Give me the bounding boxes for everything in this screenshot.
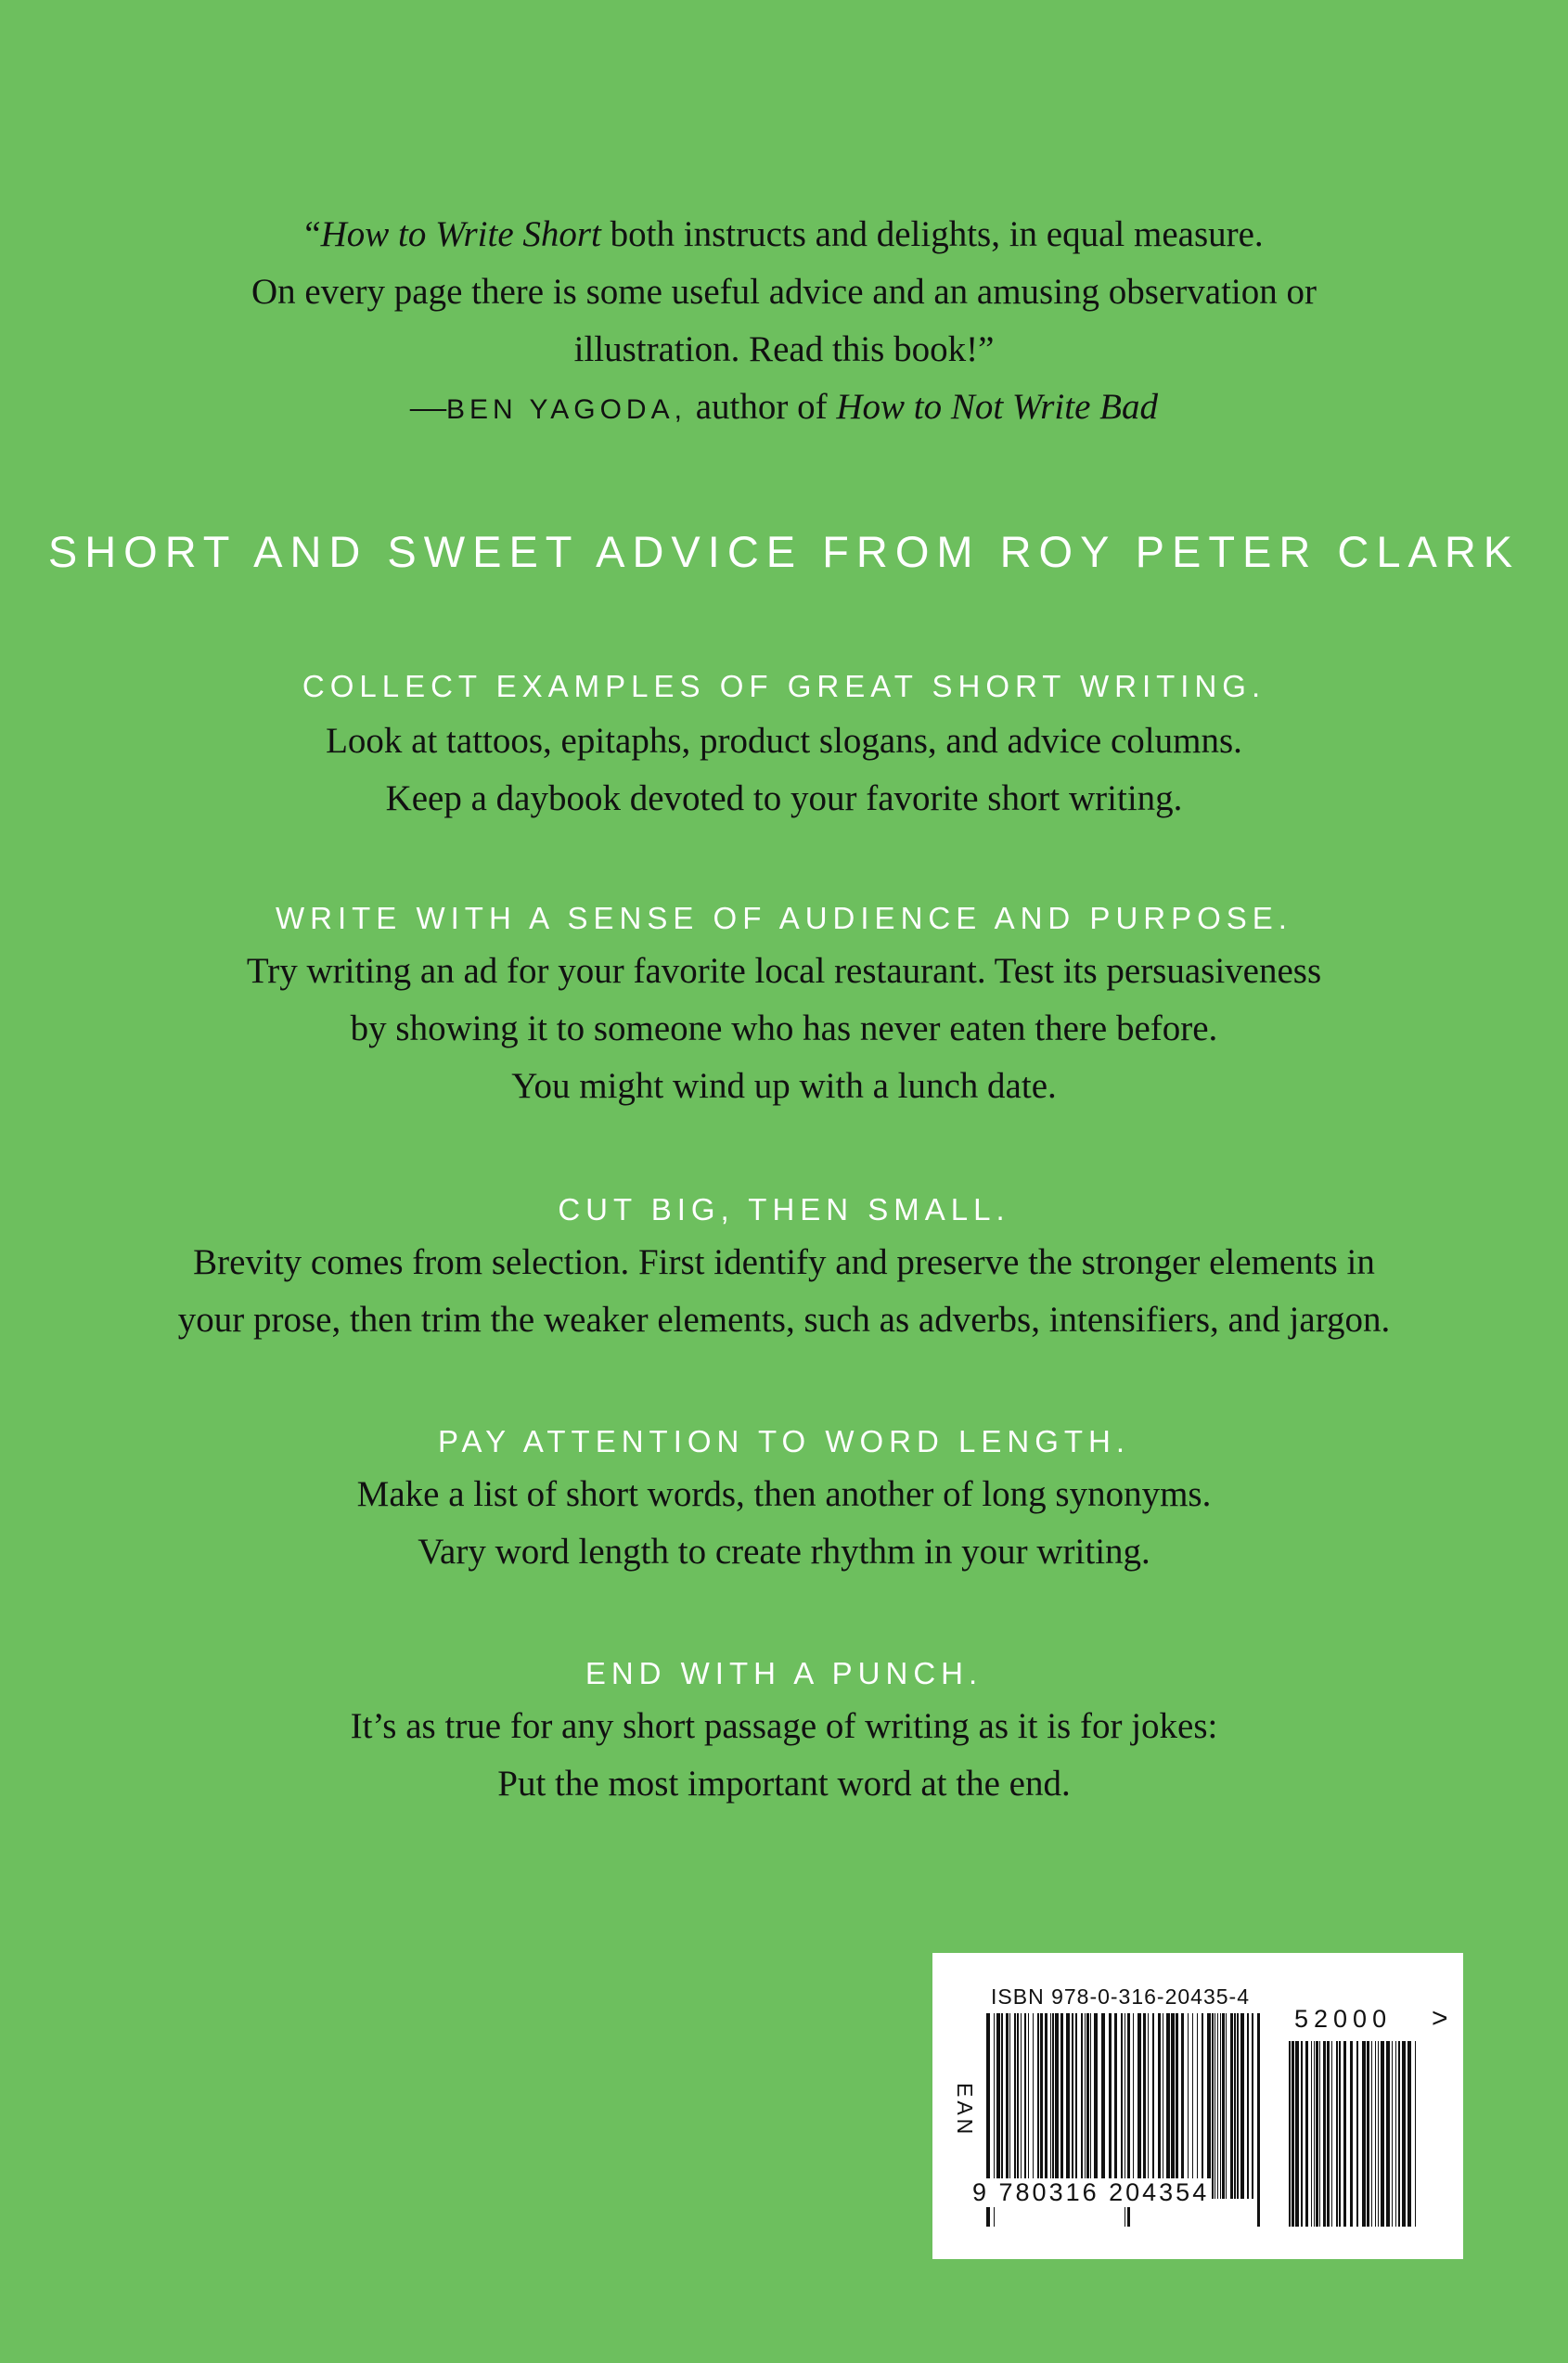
barcode-bar	[1316, 2041, 1318, 2227]
barcode-bar	[1181, 2013, 1184, 2199]
quote-book-title: How to Write Short	[320, 214, 601, 254]
tip-body	[0, 713, 1568, 828]
tip-heading: END WITH A PUNCH.	[585, 1656, 983, 1690]
barcode-bar	[1222, 2013, 1225, 2199]
tip-body	[0, 1698, 1568, 1813]
barcode-bar	[1207, 2013, 1211, 2199]
quote-open-mark: “	[304, 214, 321, 254]
barcode-bar	[1086, 2013, 1089, 2199]
quote-line-2: On every page there is some useful advice and an amusing observation or	[251, 272, 1317, 312]
barcode-bar	[1407, 2041, 1411, 2227]
barcode-bar	[1314, 2041, 1315, 2227]
barcode-bar	[1343, 2041, 1346, 2227]
barcode-bar	[1133, 2013, 1134, 2199]
tip-line: Put the most important word at the end.	[497, 1764, 1071, 1804]
barcode-bar	[1386, 2041, 1390, 2227]
barcode-bar	[1090, 2013, 1091, 2199]
barcode-bar	[1176, 2013, 1178, 2199]
barcode-bar	[1028, 2013, 1029, 2199]
barcode-bar	[1081, 2013, 1083, 2199]
barcode-bar	[1037, 2013, 1039, 2199]
barcode-bar	[1289, 2041, 1291, 2227]
tip-2	[0, 898, 1568, 1115]
barcode-bar	[1212, 2013, 1214, 2199]
tip-heading: PAY ATTENTION TO WORD LENGTH.	[437, 1424, 1131, 1458]
barcode-bar	[1158, 2013, 1161, 2199]
barcode-bar	[1021, 2013, 1022, 2199]
barcode-bar	[1395, 2041, 1396, 2227]
barcode-bar	[1121, 2013, 1123, 2199]
barcode-bar	[1085, 2013, 1086, 2199]
barcode-bar	[1226, 2013, 1227, 2199]
barcode-bar	[1375, 2041, 1376, 2227]
tip-line: your prose, then trim the weaker elements, such as adverbs, intensifiers, and jargon.	[177, 1300, 1391, 1340]
barcode-bar	[1024, 2013, 1026, 2199]
barcode-bar	[1392, 2041, 1393, 2227]
barcode-bar	[1148, 2013, 1149, 2199]
tip-heading: CUT BIG, THEN SMALL.	[558, 1192, 1010, 1226]
barcode-bar	[1060, 2013, 1063, 2199]
barcode-bar	[1301, 2041, 1303, 2227]
quote-line-3: illustration. Read this book!”	[573, 329, 995, 369]
barcode-bar	[1055, 2013, 1059, 2199]
barcode-bar	[1339, 2041, 1341, 2227]
barcode-number: 9 780316 204354	[972, 2178, 1210, 2206]
barcode-bar	[1247, 2013, 1249, 2199]
barcode-bar	[1001, 2013, 1003, 2199]
barcode-bar	[1257, 2013, 1260, 2227]
tip-line: by showing it to someone who has never eaten there before.	[350, 1008, 1218, 1048]
barcode-bar	[1319, 2041, 1320, 2227]
tip-line: Try writing an ad for your favorite local restaurant. Test its persuasiveness	[246, 951, 1322, 991]
barcode-bar	[1350, 2041, 1353, 2227]
tip-body	[0, 943, 1568, 1115]
price-addon-number: 52000	[1294, 2005, 1393, 2033]
barcode-bar	[1237, 2013, 1239, 2199]
barcode-bar	[1066, 2013, 1070, 2199]
barcode-bar	[996, 2013, 1000, 2199]
barcode-bar	[1006, 2013, 1009, 2199]
barcode-bar	[1040, 2013, 1043, 2199]
barcode-bar	[1045, 2013, 1047, 2199]
barcode-bar	[1014, 2013, 1016, 2199]
attribution-dash: —	[409, 387, 446, 427]
barcode-bar	[1327, 2041, 1330, 2227]
barcode-bar	[1220, 2013, 1221, 2199]
tip-line: Make a list of short words, then another of long synonyms.	[356, 1474, 1212, 1514]
barcode-bar	[1230, 2013, 1233, 2199]
barcode-bar	[1033, 2013, 1034, 2199]
tip-heading: WRITE WITH A SENSE OF AUDIENCE AND PURPOSE.	[276, 901, 1292, 935]
barcode-bar	[1367, 2041, 1369, 2227]
tip-line: Look at tattoos, epitaphs, product slogans, and advice columns.	[326, 721, 1242, 761]
barcode-bar	[1356, 2041, 1358, 2227]
barcode-bar	[1143, 2013, 1146, 2199]
barcode-bar	[1331, 2041, 1332, 2227]
tip-line: Brevity comes from selection. First identify and preserve the stronger elements in	[193, 1242, 1375, 1282]
barcode-bar	[1101, 2013, 1105, 2199]
barcode-bar	[1336, 2041, 1338, 2227]
barcode-bar	[1050, 2013, 1051, 2199]
isbn-barcode	[932, 1953, 1463, 2259]
tip-line: Vary word length to create rhythm in your writing.	[418, 1532, 1150, 1572]
barcode-bar	[1094, 2013, 1098, 2199]
barcode-bar	[1415, 2041, 1416, 2227]
tip-1	[0, 666, 1568, 828]
attribution-book-title: How to Not Write Bad	[836, 387, 1158, 427]
headline: SHORT AND SWEET ADVICE FROM ROY PETER CLARK	[47, 527, 1521, 576]
barcode-bar	[1362, 2041, 1366, 2227]
attribution-author-of: author of	[686, 387, 837, 427]
tip-5	[0, 1653, 1568, 1813]
barcode-bar	[1371, 2041, 1372, 2227]
barcode-bar	[1378, 2041, 1379, 2227]
endorsement-quote	[0, 206, 1568, 439]
barcode-bar	[1305, 2041, 1308, 2227]
tip-heading: COLLECT EXAMPLES OF GREAT SHORT WRITING.	[302, 669, 1266, 703]
barcode-bar	[1052, 2013, 1054, 2199]
tip-line: You might wind up with a lunch date.	[511, 1066, 1057, 1106]
barcode-bar	[1217, 2013, 1218, 2199]
barcode-bar	[1311, 2041, 1312, 2227]
tip-line: Keep a daybook devoted to your favorite short writing.	[385, 778, 1183, 818]
barcode-bar	[1137, 2013, 1141, 2199]
barcode-bar	[1295, 2041, 1299, 2227]
tip-3	[0, 1189, 1568, 1349]
barcode-bar	[1017, 2013, 1019, 2199]
isbn-label: ISBN 978-0-316-20435-4	[991, 1984, 1250, 2009]
barcode-bar	[1240, 2013, 1244, 2199]
tip-4	[0, 1421, 1568, 1581]
attribution-name: BEN YAGODA,	[445, 394, 687, 425]
quote-line-1	[0, 206, 1568, 263]
barcode-bar	[1188, 2013, 1189, 2199]
addon-arrow-icon: >	[1432, 2003, 1448, 2034]
barcode-bar	[1381, 2041, 1384, 2227]
barcode-bar	[1192, 2013, 1193, 2199]
barcode-bar	[1114, 2013, 1117, 2199]
quote-attribution	[0, 379, 1568, 439]
barcode-bar	[1075, 2013, 1077, 2199]
barcode-bar	[1072, 2013, 1073, 2199]
barcode-bar	[1152, 2013, 1154, 2199]
price-addon-bars	[1289, 2041, 1419, 2227]
tip-line: It’s as true for any short passage of writing as it is for jokes:	[350, 1706, 1218, 1746]
barcode-bar	[1171, 2013, 1175, 2199]
barcode-bar	[1398, 2041, 1400, 2227]
barcode-bar	[1009, 2013, 1010, 2199]
ean-label: EAN	[953, 2083, 977, 2138]
tip-body	[0, 1466, 1568, 1581]
barcode-bar	[1202, 2013, 1203, 2199]
quote-line-1-text: both instructs and delights, in equal measure.	[600, 214, 1264, 254]
barcode-bar	[1197, 2013, 1198, 2199]
barcode-bar	[1252, 2013, 1253, 2199]
tip-body	[0, 1234, 1568, 1349]
barcode-bar	[1109, 2013, 1112, 2199]
barcode-bar	[1234, 2013, 1236, 2199]
barcode-bar	[1402, 2041, 1406, 2227]
barcode-bar	[1292, 2041, 1294, 2227]
barcode-bar	[1166, 2013, 1170, 2199]
barcode-bar	[1323, 2041, 1326, 2227]
